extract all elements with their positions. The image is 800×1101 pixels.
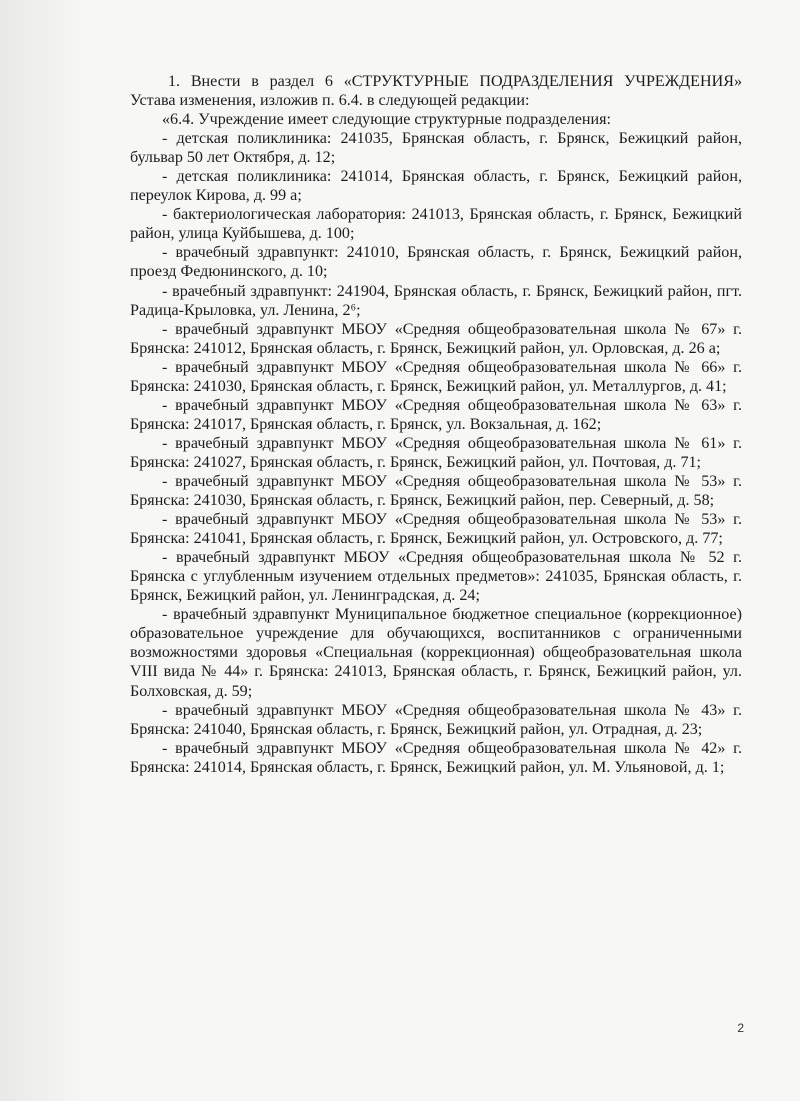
paragraph-list-item: - врачебный здравпункт МБОУ «Средняя общеобразовательная школа № 67» г. Брянска: 241012, Брянская область, г. Брянск, Бежицкий район, ул. Орловская, д. 26 а; [130,320,742,357]
document-body [130,72,742,777]
paragraph-list-item: - врачебный здравпункт МБОУ «Средняя общеобразовательная школа № 63» г. Брянска: 241017, Брянская область, г. Брянск, ул. Вокзальная, д. 162; [130,396,742,433]
paragraph-amendment-intro: 1. Внести в раздел 6 «СТРУКТУРНЫЕ ПОДРАЗДЕЛЕНИЯ УЧРЕЖДЕНИЯ» Устава изменения, изложив п. 6.4. в следующей редакции: [130,73,742,110]
paragraph-list-item: - детская поликлиника: 241035, Брянская область, г. Брянск, Бежицкий район, бульвар 50 лет Октября, д. 12; [130,130,742,167]
paragraph-list-item: - врачебный здравпункт МБОУ «Средняя общеобразовательная школа № 61» г. Брянска: 241027, Брянская область, г. Брянск, Бежицкий район, ул. Почтовая, д. 71; [130,434,742,471]
paragraph-list-item: - врачебный здравпункт МБОУ «Средняя общеобразовательная школа № 43» г. Брянска: 241040, Брянская область, г. Брянск, Бежицкий район, ул. Отрадная, д. 23; [130,701,742,738]
paragraph-list-item: - врачебный здравпункт: 241904, Брянская область, г. Брянск, Бежицкий район, пгт. Радица-Крыловка, ул. Ленина, 2⁶; [130,282,742,319]
paragraph-list-item: - врачебный здравпункт МБОУ «Средняя общеобразовательная школа № 52 г. Брянска с углубленным изучением отдельных предметов»: 241035, Брянская область, г. Брянск, Бежицкий район, ул. Ленинградская, д. 24; [130,549,742,605]
paragraph-list-item: - врачебный здравпункт МБОУ «Средняя общеобразовательная школа № 42» г. Брянска: 241014, Брянская область, г. Брянск, Бежицкий район, ул. М. Ульяновой, д. 1; [130,739,742,776]
paragraph-list-item: - врачебный здравпункт МБОУ «Средняя общеобразовательная школа № 53» г. Брянска: 241041, Брянская область, г. Брянск, Бежицкий район, ул. Островского, д. 77; [130,511,742,548]
paragraph-list-item: - врачебный здравпункт МБОУ «Средняя общеобразовательная школа № 66» г. Брянска: 241030, Брянская область, г. Брянск, Бежицкий район, ул. Металлургов, д. 41; [130,358,742,395]
paragraph-list-item: - бактериологическая лаборатория: 241013, Брянская область, г. Брянск, Бежицкий район, улица Куйбышева, д. 100; [130,206,742,243]
paragraph-list-item: - врачебный здравпункт Муниципальное бюджетное специальное (коррекционное) образовательное учреждение для обучающихся, воспитанников с ограниченными возможностями здоровья «Специальная (коррекционная) общеобразовательная школа VIII вида № 44» г. Брянска: 241013, Брянская область, г. Брянск, Бежицкий район, ул. Болховская, д. 59; [130,606,742,700]
paragraph-section-heading: «6.4. Учреждение имеет следующие структурные подразделения: [162,111,612,129]
paragraph-list-item: - врачебный здравпункт: 241010, Брянская область, г. Брянск, Бежицкий район, проезд Федюнинского, д. 10; [130,244,742,281]
paragraph-list-item: - врачебный здравпункт МБОУ «Средняя общеобразовательная школа № 53» г. Брянска: 241030, Брянская область, г. Брянск, Бежицкий район, пер. Северный, д. 58; [130,472,742,510]
paragraph-list-item: - детская поликлиника: 241014, Брянская область, г. Брянск, Бежицкий район, переулок Кирова, д. 99 а; [130,168,742,205]
page-number: 2 [737,1021,744,1035]
